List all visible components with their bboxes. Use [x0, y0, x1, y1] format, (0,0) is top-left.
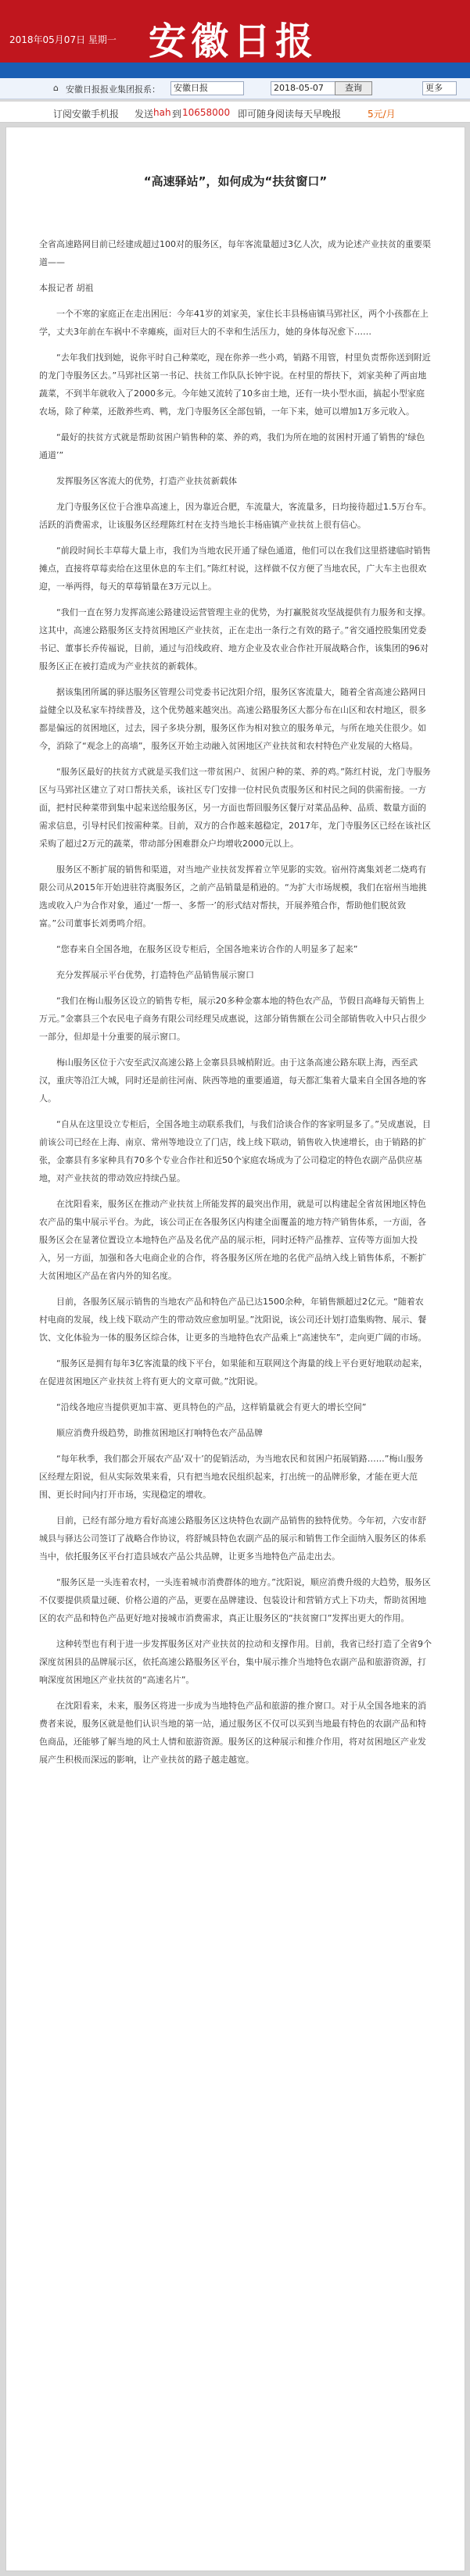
- promo-text-2: 发送: [135, 109, 154, 120]
- promo-text-1: 订阅安徽手机报: [53, 109, 120, 120]
- toolbar-home-icon[interactable]: ⌂: [53, 83, 59, 93]
- more-select[interactable]: 更多: [422, 81, 457, 95]
- article-quote-heading: “沿线各地应当提供更加丰富、更具特色的产品，这样销量就会有更大的增长空间”: [56, 1402, 367, 1412]
- promo-text-4: 即可随身阅读每天早晚报: [238, 109, 342, 120]
- article-subheading: 发挥服务区客流大的优势，打造产业扶贫新载体: [56, 476, 237, 486]
- article-paragraph: “服务区最好的扶贫方式就是买我们这一带贫困户、贫困户种的菜、养的鸡。”陈红村说，龙门寺服务区与马郢社区建立了对口帮扶关系，该社区专门安排一位村民负责服务区和村民之间的供需衔接。一方面，把村民种菜带到集中起来送给服务区，另一方面也帮回服务区餐厅对菜品品种、品质、数量方面的需求信息，引导村民们按需种菜。目前，双方的合作越来越稳定，2017年，龙门寺服务区已经在该社区采购了超过2万元的蔬菜，带动部分困难群众户均增收2000元以上。: [39, 767, 431, 849]
- navigation-toolbar: [0, 78, 470, 99]
- article-paragraph: “去年我们找到她，说你平时自己种菜吃，现在你养一些小鸡，销路不用管，村里负责帮你送到附近的龙门寺服务区去。”马郢社区第一书记、扶贫工作队队长钟宇说。在村里的帮扶下，刘家美种了两亩地蔬菜，不到半年就收入了2000多元。今年她又流转了10多亩土地，还有一块小型水面，搞起小型家庭农场，除了种菜，还散养些鸡、鸭，龙门寺服务区全部包销，一年下来，她可以增加1万多元收入。: [39, 352, 431, 417]
- article-paragraph: 一个不寒的家庭正在走出困厄：今年41岁的刘家美，家住长丰县杨庙镇马郢社区，两个小孩都在上学，丈夫3年前在车祸中不幸瘫痪，面对巨大的不幸和生活压力，她的身体每况愈下……: [39, 309, 429, 337]
- article-paragraph: “服务区是拥有每年3亿客流量的线下平台，如果能和互联网这个海量的线上平台更好地联动起来，在促进贫困地区产业扶贫上将有更大的文章可做。”沈阳说。: [39, 1358, 428, 1386]
- article-paragraph: 目前，各服务区展示销售的当地农产品和特色产品已达1500余种，年销售额超过2亿元。“随着农村电商的发展，线上线下联动产生的带动效应愈加明显。”沈阳说，该公司还计划打造集购物、展示、餐饮、文化体验为一体的服务区综合体，让更多的当地特色农产品乘上“高速快车”，走向更广阔的市场。: [39, 1297, 427, 1343]
- paper-select[interactable]: 安徽日报: [170, 81, 244, 95]
- promo-code: hah: [153, 107, 171, 118]
- article-body: [39, 235, 432, 1776]
- query-button[interactable]: 查询: [335, 81, 372, 95]
- article-paragraph: “服务区是一头连着农村，一头连着城市消费群体的地方。”沈阳说，顺应消费升级的大趋势，服务区不仅要提供质量过硬、价格公道的产品，更要在品牌建设、包装设计和营销方式上下功夫，帮助贫困地区的农产品和特色产品更好地对接城市消费需求，真正让服务区的“扶贫窗口”发挥出更大的作用。: [39, 1577, 431, 1623]
- article-container: [5, 127, 465, 2571]
- article-paragraph: “我们一直在努力发挥高速公路建设运营管理主业的优势，为打赢脱贫攻坚战提供有力服务和支撑。这其中，高速公路服务区支持贫困地区产业扶贫，正在走出一条行之有效的路子。”省交通控股集团党委书记、董事长乔传福说，目前，通过与沿线政府、地方企业及农业合作社开展战略合作，该集团的96对服务区正在被打造成为产业扶贫的新载体。: [39, 607, 431, 671]
- article-paragraph: 目前，已经有部分地方看好高速公路服务区这块特色农副产品销售的独特优势。今年初，六安市舒城县与驿达公司签订了战略合作协议，将舒城县特色农副产品的展示和销售工作全面纳入服务区的体系当中，依托服务区平台打造县域农产品公共品牌，让更多当地特色产品走出去。: [39, 1515, 426, 1562]
- newspaper-logo: 安徽日报: [149, 20, 318, 63]
- article-quote-heading: “您春来自全国各地，在服务区设专柜后，全国各地来访合作的人明显多了起来”: [56, 944, 358, 954]
- date-input[interactable]: 2018-05-07: [271, 81, 336, 95]
- article-lead: 全省高速路网目前已经建成超过100对的服务区，每年客流量超过3亿人次，成为论述产业扶贫的重要渠道——: [39, 239, 431, 267]
- article-paragraph: 据该集团所属的驿达服务区管理公司党委书记沈阳介绍，服务区客流量大，随着全省高速公路网日益健全以及私家车持续普及，这个优势越来越突出。高速公路服务区大都分布在山区和农村地区，很多都是偏远的贫困地区，过去，园子多块分割，服务区作为相对独立的服务单元，与所在地关住很少。如今，消除了“观念上的高墙”，服务区开始主动融入贫困地区产业扶贫和农村特色产业发展的大格局。: [39, 687, 426, 751]
- article-subheading: 充分发挥展示平台优势，打造特色产品销售展示窗口: [56, 970, 254, 980]
- toolbar-label: 安徽日报报业集团报系：: [66, 84, 160, 95]
- article-paragraph: 龙门寺服务区位于合淮阜高速上，因为靠近合肥，车流量大，客流量多，日均接待超过1.5万台车。活跃的消费需求，让该服务区经理陈红村在支持当地长丰杨庙镇产业扶贫上很有信心。: [39, 502, 432, 530]
- promo-text-3: 到: [172, 109, 182, 120]
- promo-number: 10658000: [182, 107, 231, 118]
- article-quote-heading: “最好的扶贫方式就是帮助贫困户销售种的菜、养的鸡，我们为所在地的贫困村开通了销售的‘绿色通道’”: [39, 432, 425, 460]
- masthead-date: 2018年05月07日 星期一: [9, 34, 117, 45]
- article-paragraph: “每年秋季，我们都会开展农产品‘双十’的促销活动，为当地农民和贫困户拓展销路……”梅山服务区经理左阳说，但从实际效果来看，只有把当地农民组织起来，打出统一的品牌形象，才能在更大范围、更长时间内打开市场，实现稳定的增收。: [39, 1454, 424, 1500]
- article-paragraph: 梅山服务区位于六安至武汉高速公路上金寨县县城梢附近。由于这条高速公路东联上海，西至武汉，重庆等沿江大城，同时还是前往河南、陕西等地的重要通道，每天都汇集着大量来自全国各地的客人。: [39, 1057, 426, 1104]
- article-byline: 本报记者 胡祖: [39, 283, 94, 293]
- article-subheading: 顺应消费升级趋势，助推贫困地区打响特色农产品品牌: [56, 1428, 263, 1438]
- article-paragraph: “自从在这里设立专柜后，全国各地主动联系我们，与我们洽谈合作的客家明显多了。”吴成惠说，目前该公司已经在上海、南京、常州等地设立了门店，线上线下联动，销售收入快速增长，由于销路的扩张，金寨县有多家种具有70多个专业合作社和近50个家庭农场成为了公司稳定的特色农副产品供应基地，对产业扶贫的带动效应持续凸显。: [39, 1119, 431, 1183]
- article-paragraph: 服务区不断扩展的销售和渠道，对当地产业扶贫发挥着立竿见影的实效。宿州符离集刘老二烧鸡有限公司从2015年开始进驻符离服务区，之前产品销量是稍逊的。“为扩大市场规模，我们在宿州当地挑选或收入户为合作对象，通过‘一帮一、多帮一’的形式结对帮扶，开展养殖合作，帮助他们脱贫致富。”公司董事长刘勇鸣介绍。: [39, 864, 427, 928]
- masthead: [0, 0, 470, 78]
- article-paragraph: “前段时间长丰草莓大量上市，我们为当地农民开通了绿色通道，他们可以在我们这里搭建临时销售摊点，直接将草莓卖给在这里休息的车主们。”陈红村说，这样做不仅方便了当地农民，广大车主也很欢迎，一举两得，每天的草莓销量在3万元以上。: [39, 546, 431, 592]
- article-paragraph: “我们在梅山服务区设立的销售专柜，展示20多种金寨本地的特色农产品，节假日高峰每天销售上万元。”金寨县三个农民电子商务有限公司经理吴成惠说，这部分销售额在公司全部销售收入中只占很少一部分，但却是十分重要的展示窗口。: [39, 996, 427, 1042]
- article-paragraph: 在沈阳看来，服务区在推动产业扶贫上所能发挥的最突出作用，就是可以构建起全省贫困地区特色农产品的集中展示平台。为此，该公司正在各服务区内构建全面覆盖的地方特产销售体系，一方面，各服务区会在显著位置设立本地特色产品及名优产品的展示柜，同时还特产品推荐、宣传等方面加大投入，另一方面，加强和各大电商企业的合作，将各服务区所在地的名优产品纳入线上销售体系，不断扩大贫困地区产品在省内外的知名度。: [39, 1199, 426, 1281]
- article-title: “高速驿站”，如何成为“扶贫窗口”: [143, 174, 328, 188]
- article-paragraph: 这种转型也有利于进一步发挥服务区对产业扶贫的拉动和支撑作用。目前，我省已经打造了全省9个深度贫困县的品牌展示区，依托高速公路服务区平台，集中展示推介当地特色农副产品和旅游资源，打响深度贫困地区产业扶贫的“高速名片”。: [39, 1639, 432, 1685]
- promo-price: 5元/月: [368, 109, 396, 120]
- promo-bar: [0, 102, 470, 123]
- article-paragraph: 在沈阳看来，未来，服务区将进一步成为当地特色产品和旅游的推介窗口。对于从全国各地来的消费者来说，服务区就是他们认识当地的第一站，通过服务区不仅可以买到当地最有特色的农副产品和特色商品，还能够了解当地的风土人情和旅游资源。服务区的这种展示和推介作用，将对贫困地区产业发展产生积极而深远的影响，让产业扶贫的路子越走越宽。: [39, 1701, 426, 1765]
